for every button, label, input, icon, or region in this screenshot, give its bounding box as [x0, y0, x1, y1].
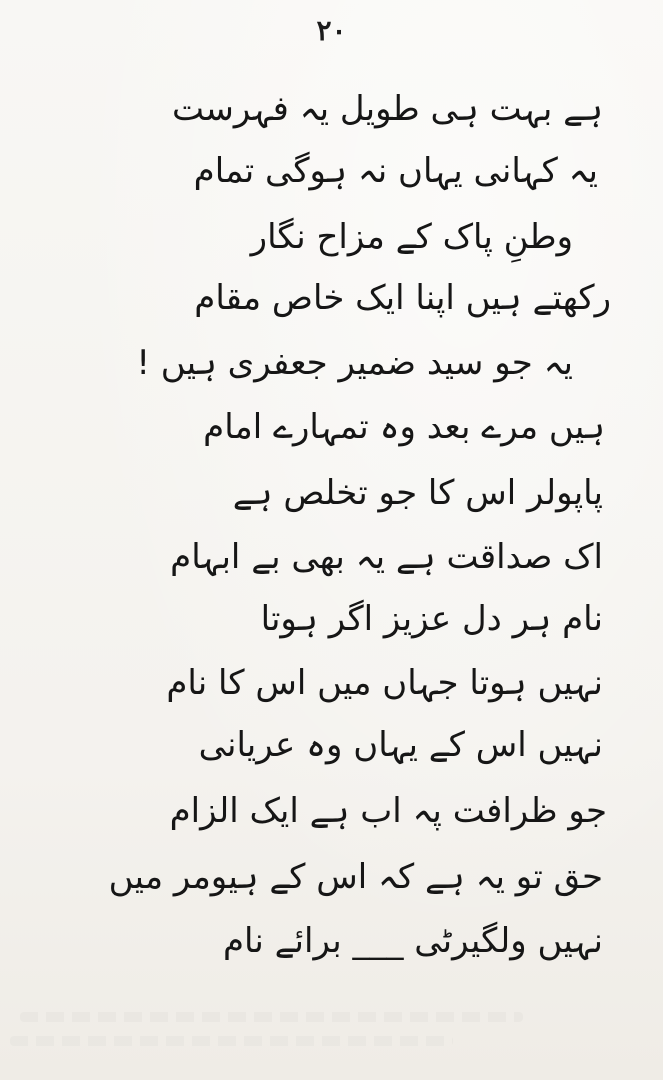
poem-line: اک صداقت ہے یہ بھی بے ابہام [170, 537, 603, 577]
poem-line: ہے بہت ہی طویل یہ فہرست [172, 89, 603, 129]
poem-line: وطنِ پاک کے مزاح نگار [250, 217, 573, 257]
poem-line: ہیں مرے بعد وہ تمہارے امام [203, 407, 605, 447]
poem-line: نام ہر دل عزیز اگر ہوتا [260, 599, 603, 639]
poem-line: پاپولر اس کا جو تخلص ہے [232, 473, 603, 513]
bleed-through-text [20, 1012, 523, 1022]
poem-line: یہ جو سید ضمیر جعفری ہیں ! [136, 343, 573, 383]
page-number: ۲۰ [316, 14, 347, 47]
bleed-through-text [10, 1036, 453, 1046]
poem-line: جو ظرافت پہ اب ہے ایک الزام [169, 791, 607, 831]
poem-line: نہیں اس کے یہاں وہ عریانی [198, 725, 603, 765]
poem-line: حق تو یہ ہے کہ اس کے ہیومر میں [108, 857, 603, 897]
poem-line: نہیں ولگیرٹی ___ برائے نام [222, 921, 603, 961]
poem-line: نہیں ہوتا جہاں میں اس کا نام [166, 663, 603, 703]
poem-line: یہ کہانی یہاں نہ ہوگی تمام [193, 151, 598, 191]
poem-line: رکھتے ہیں اپنا ایک خاص مقام [194, 278, 611, 318]
